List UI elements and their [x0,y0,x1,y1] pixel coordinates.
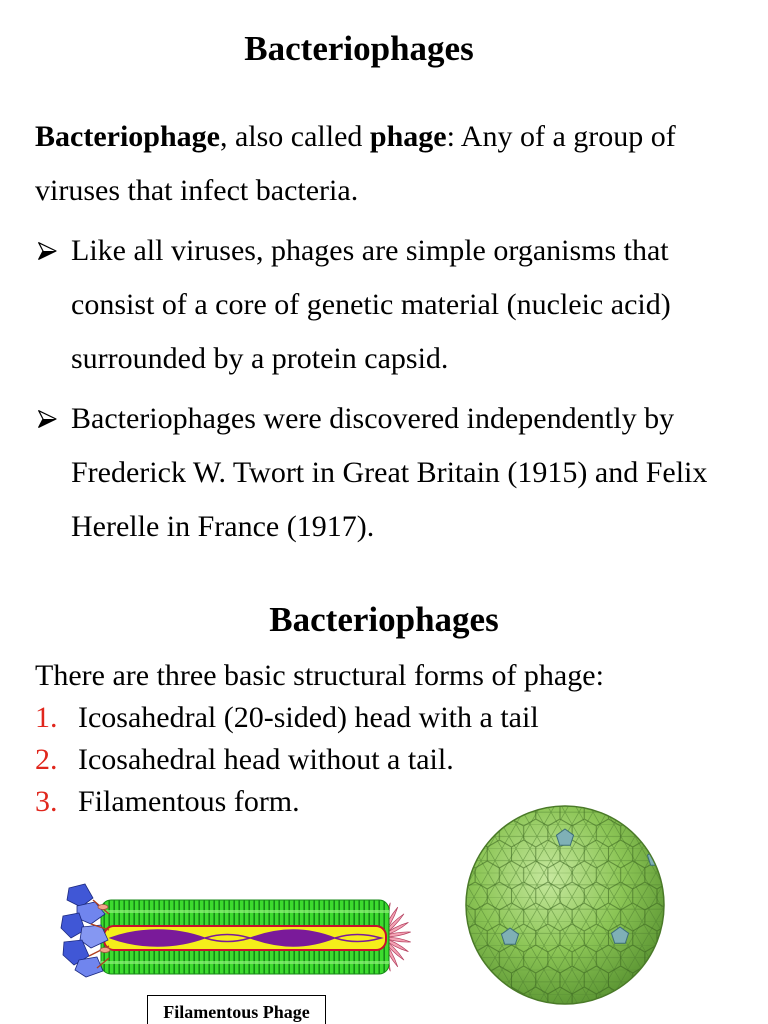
structural-forms-lead: There are three basic structural forms of phage: [35,659,604,692]
capsid-mesh [460,800,672,1012]
intro-definition-text: : Any of a group of viruses that infect bacteria. [35,120,676,207]
fact-bullet-list [35,224,735,560]
form-text: Icosahedral head without a tail. [78,743,454,776]
intro-definition [35,110,735,218]
form-text: Icosahedral (20-sided) head with a tail [78,701,539,734]
form-number: 1. [35,701,58,734]
form-item [35,697,735,739]
bullet-item [35,224,735,386]
page-title: Bacteriophages [244,29,474,68]
section-title: Bacteriophages [269,600,499,639]
form-number: 2. [35,743,58,776]
bullet-text: Like all viruses, phages are simple organisms that consist of a core of genetic material (nucleic acid) surrounded by a protein capsid. [71,234,671,375]
icosahedral-capsid-illustration [460,800,672,1012]
left-end-proteins [61,884,110,977]
form-text: Filamentous form. [78,785,300,818]
filamentous-phage-illustration [55,880,415,980]
bullet-text: Bacteriophages were discovered independently by Frederick W. Twort in Great Britain (1915) and Felix Herelle in France (1917). [71,402,708,543]
term-phage: phage [369,120,447,153]
arrowhead-bullet-icon [38,410,57,428]
bullet-item [35,392,735,554]
arrowhead-bullet-icon [38,242,57,260]
term-bacteriophage: Bacteriophage [35,120,220,153]
form-number: 3. [35,785,58,818]
filamentous-phage-caption: Filamentous Phage [147,995,326,1024]
form-item [35,739,735,781]
intro-connector: , also called [219,120,370,153]
